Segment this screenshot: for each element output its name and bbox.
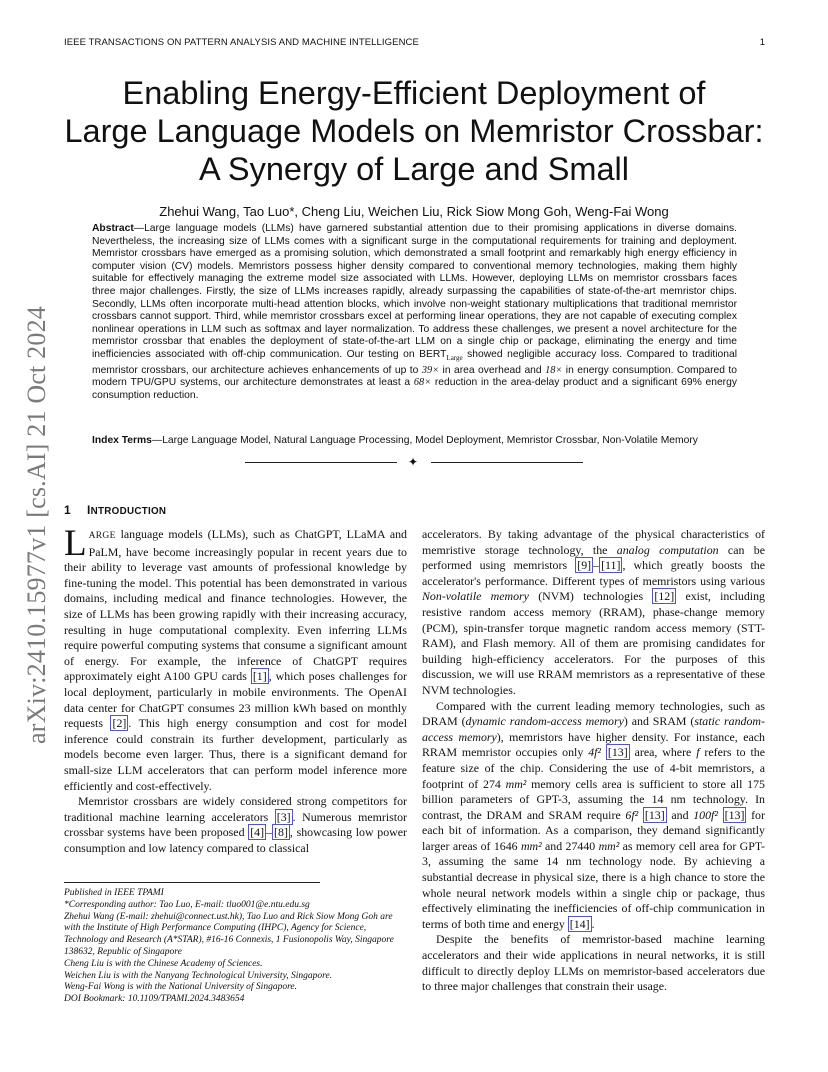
citation-link[interactable]: [13] (724, 807, 745, 822)
text-run: for each bit of information. As a comparison, they demand significantly larger areas of 1646 (422, 807, 765, 853)
abstract-text-4: in energy consumption. Compared to modern TPU/GPU systems, our architecture demonstrates at least a (92, 364, 738, 389)
intro-paragraph-4 (422, 699, 765, 933)
abstract-text-3: in area overhead and (439, 364, 546, 376)
citation-link[interactable]: [3] (276, 809, 291, 824)
text-run: Compared with the current leading memory technologies, such as DRAM ( (422, 698, 765, 729)
math-expression: mm² (520, 838, 542, 853)
running-head: IEEE TRANSACTIONS ON PATTERN ANALYSIS AND MACHINE INTELLIGENCE (64, 37, 419, 48)
citation-link[interactable]: [4] (250, 825, 265, 840)
citation-link[interactable]: [13] (644, 807, 665, 822)
citation-range-dash: – (266, 825, 273, 840)
text-run: , showcasing low power consumption and low latency compared to classical (64, 825, 407, 855)
text-run: , which greatly boosts the accelerator's performance. Different types of memristors using various (422, 558, 765, 588)
text-run: (NVM) technologies (528, 589, 653, 604)
text-run: . This high energy consumption and cost for model inference could constrain its further development, particularly as models become even larger. Thus, there is a significant demand for small-size LLM accelerators that can perform model inference more efficiently and cost-effectively. (64, 716, 408, 793)
footnote-publication: Published in IEEE TPAMI (64, 888, 164, 898)
math-expression: f (696, 745, 700, 760)
math-expression: 4f² (588, 745, 602, 760)
separator-line-right (431, 462, 583, 463)
footnote-affiliation-ihpc: Zhehui Wang (E-mail: zhehui@connect.ust.hk), Tao Luo and Rick Siow Mong Goh are with the Institute of High Performance Computing (IHPC), Agency for Science, Technology and Research (A*STAR), #16-16 Connexis, 1 Fusionopolis Way, Singapore 138632, Republic of Singapore (64, 911, 394, 957)
separator-diamond-icon: ✦ (408, 455, 419, 469)
footnote-corresponding-author: *Corresponding author: Tao Luo, E-mail: tluo001@e.ntu.edu.sg (64, 899, 310, 910)
text-run: , which poses challenges for local deployment, particularly in mobile environments. The OpenAI data center for ChatGPT consumes 23 million kWh based on monthly requests (64, 669, 407, 731)
text-run: can be performed using memristors (422, 542, 765, 573)
section-number: 1 (64, 503, 71, 517)
footnote-affiliation-cas: Cheng Liu is with the Chinese Academy of Sciences. (64, 958, 263, 969)
math-expression: mm² (505, 776, 527, 791)
abstract-text-5: reduction in the area-delay product and a significant 69% energy consumption reduction. (92, 377, 737, 401)
emphasis: static random-access memory (422, 714, 765, 744)
intro-paragraph-5: Despite the benefits of memristor-based machine learning accelerators and their wide applications in neural networks, it is still difficult to directly deploy LLMs on memristor-based accelerators due to three major challenges that constrain their usage. (422, 932, 765, 994)
math-expression: 6f² (625, 807, 639, 822)
citation-link[interactable]: [12] (654, 589, 675, 604)
area-improvement: 39× (421, 364, 440, 376)
arxiv-stamp (22, 295, 52, 755)
text-run: ), memristors have higher density. For instance, each RRAM memristor occupies only (422, 729, 766, 760)
abstract-text-2: showed negligible accuracy loss. Compared to traditional memristor crossbars, our architecture achieves enhancements of up to (92, 348, 737, 376)
citation-link[interactable]: [11] (601, 558, 621, 573)
abstract-label: Abstract (92, 223, 134, 234)
section-separator (245, 454, 583, 470)
citation-link[interactable]: [9] (577, 558, 592, 573)
emphasis: dynamic random-access memory (465, 714, 624, 729)
text-run: language models (LLMs), such as ChatGPT, LLaMA and PaLM, have become increasingly popular in recent years due to their ability to leverage vast amounts of professional knowledge by fine-tuning the model. This potential has been demonstrated in various domains, including medical and finance technologies. However, the size of LLMs has been growing rapidly with their increasing accuracy, resulting in huge computational complexity. Even inferring LLMs require powerful computing systems that consume a significant amount of energy. For example, the inference of ChatGPT requires approximately eight A100 GPU cards (64, 527, 407, 684)
text-run: . Numerous memristor crossbar systems have been proposed (64, 809, 407, 840)
index-terms-label: Index Terms (92, 435, 152, 446)
title-line-2: Large Language Models on Memristor Crossbar: (64, 113, 764, 149)
index-terms-text: —Large Language Model, Natural Language Processing, Model Deployment, Memristor Crossbar, Non-Volatile Memory (151, 435, 698, 446)
citation-link[interactable]: [13] (607, 745, 628, 760)
abstract-text-1: —Large language models (LLMs) have garnered substantial attention due to their promising applications in diverse domains. Nevertheless, the increasing size of LLMs comes with a significant surge in the computational requirements for training and deployment. Memristor crossbars have emerged as a promising solution, which demonstrated a small footprint and remarkably high energy efficiency in computer vision (CV) models. Memristors possess higher density compared to conventional memory technologies, making them highly suitable for effectively managing the extreme model size associated with LLMs. However, deploying LLMs on memristor crossbars faces three major challenges. Firstly, the size of LLMs increases rapidly, already surpassing the capabilities of state-of-the-art memristor chips. Secondly, LLMs often incorporate multi-head attention blocks, which involve non-weight stationary multiplications that traditional memristor crossbars cannot support. Third, while memristor crossbars excel at performing linear operations, they are not capable of executing complex nonlinear operations in LLM such as softmax and layer normalization. To address these challenges, we present a novel architecture for the memristor crossbar that enables the deployment of state-of-the-art LLM on a single chip or package, eliminating the energy and time inefficiencies associated with off-chip communication. Our testing on BERT (92, 223, 737, 360)
footnotes (64, 888, 409, 1006)
text-run: exist, including resistive random access memory (RRAM), phase-change memory (PCM), spin-transfer torque magnetic random access memory (STT-RAM), and Flash memory. All of them are promising candidates for building high-efficiency accelerators. For the purposes of this discussion, we will use RRAM memristors as a representative of these NVM technologies. (422, 589, 766, 697)
text-run: ) and SRAM ( (623, 714, 695, 729)
intro-paragraph-2 (64, 794, 407, 856)
area-delay-improvement: 68× (413, 377, 432, 389)
footnote-affiliation-nus: Weng-Fai Wong is with the National University of Singapore. (64, 982, 298, 993)
title-line-1: Enabling Energy-Efficient Deployment of (122, 75, 706, 111)
footnote-affiliation-ntu: Weichen Liu is with the Nanyang Technological University, Singapore. (64, 970, 333, 981)
left-column (64, 523, 408, 856)
text-run: Memristor crossbars are widely considered strong competitors for traditional machine learning accelerators (64, 794, 407, 824)
separator-line-left (245, 462, 397, 463)
text-run (718, 808, 723, 822)
paper-title (60, 74, 768, 188)
index-terms (92, 435, 737, 448)
math-expression: 100f² (693, 807, 718, 822)
section-heading (64, 503, 166, 517)
bert-subscript: Large (446, 353, 463, 362)
text-run: and (666, 807, 694, 822)
text-run: accelerators. By taking advantage of the physical characteristics of memristive storage technology, the (422, 527, 765, 557)
drop-cap: L (64, 523, 87, 564)
energy-improvement: 18× (545, 364, 563, 376)
author-list: Zhehui Wang, Tao Luo*, Cheng Liu, Weichen Liu, Rick Siow Mong Goh, Weng-Fai Wong (159, 204, 669, 219)
intro-paragraph-1 (64, 523, 408, 794)
footnote-rule (64, 882, 320, 883)
math-expression: mm² (598, 838, 620, 853)
citation-range-dash: – (593, 558, 600, 573)
section-title-cap: I (86, 503, 91, 517)
title-line-3: A Synergy of Large and Small (199, 151, 629, 187)
text-run: refers to the feature size of the chip. Considering the use of 4-bit memristors, a footprint of 274 (422, 745, 765, 791)
smallcaps-word: ARGE (88, 531, 116, 541)
citation-link[interactable]: [2] (112, 716, 127, 731)
text-run: and 27440 (541, 838, 599, 853)
arxiv-identifier: arXiv:2410.15977v1 [cs.AI] 21 Oct 2024 (22, 306, 52, 744)
citation-link[interactable]: [1] (252, 669, 267, 684)
section-title-rest: NTRODUCTION (90, 506, 167, 517)
right-column (422, 527, 765, 995)
footnote-doi: DOI Bookmark: 10.1109/TPAMI.2024.3483654 (64, 994, 245, 1005)
text-run: . (591, 916, 595, 931)
emphasis: Non-volatile memory (422, 589, 529, 604)
citation-link[interactable]: [14] (569, 916, 590, 931)
page-number: 1 (759, 37, 765, 48)
text-run: as memory cell area for GPT-3, assuming the same 14 nm technology node. By achieving a substantial decrease in physical size, there is a high chance to store the whole neural network models within a single chip or package, thus effectively eliminating the inefficiencies of off-chip communication in terms of both time and energy (422, 838, 765, 931)
text-run: area, where (629, 745, 697, 760)
intro-paragraph-3 (422, 527, 765, 699)
citation-link[interactable]: [8] (274, 825, 288, 840)
abstract (92, 223, 737, 402)
text-run: memory cells area is sufficient to store all 175 billion parameters of GPT-3, assuming the 14 nm technology. In contrast, the DRAM and SRAM require (422, 776, 765, 822)
emphasis: analog computation (616, 542, 719, 557)
